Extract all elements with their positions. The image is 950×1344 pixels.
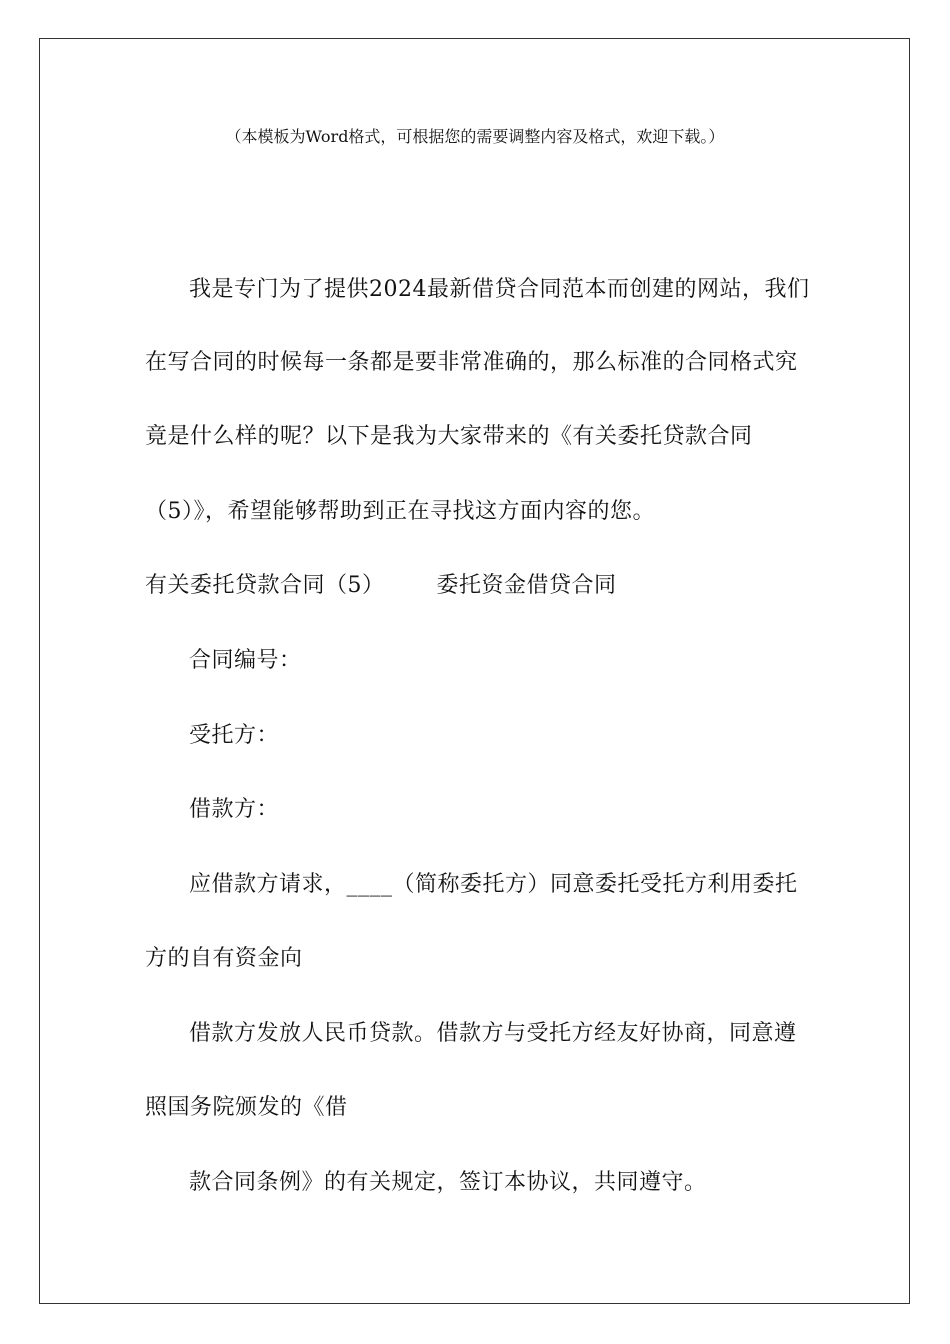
body-p1-line-1: 应借款方请求，____（简称委托方）同意委托受托方利用委托 [189, 872, 798, 897]
template-note: （本模板为Word格式，可根据您的需要调整内容及格式，欢迎下载。） [225, 127, 725, 146]
body-p1-line-2: 方的自有资金向 [145, 946, 303, 971]
body-p2-line-1: 借款方发放人民币贷款。借款方与受托方经友好协商，同意遵 [189, 1021, 797, 1046]
body-p2-line-2: 照国务院颁发的《借 [145, 1095, 348, 1120]
body-p3-line-1: 款合同条例》的有关规定，签订本协议，共同遵守。 [189, 1170, 707, 1195]
document-subtitle: 委托资金借贷合同 [436, 573, 617, 598]
intro-line-3: 竟是什么样的呢？以下是我为大家带来的《有关委托贷款合同 [145, 424, 753, 449]
intro-line-1: 我是专门为了提供2024最新借贷合同范本而创建的网站，我们 [189, 277, 810, 302]
document-title: 有关委托贷款合同（5） [145, 573, 385, 598]
intro-line-4: （5）》，希望能够帮助到正在寻找这方面内容的您。 [145, 499, 655, 524]
intro-line-2: 在写合同的时候每一条都是要非常准确的，那么标准的合同格式究 [145, 350, 798, 375]
borrower-label: 借款方： [189, 797, 280, 822]
contract-number-label: 合同编号： [189, 648, 302, 673]
document-title-row [145, 573, 617, 599]
trustee-label: 受托方： [189, 723, 280, 748]
